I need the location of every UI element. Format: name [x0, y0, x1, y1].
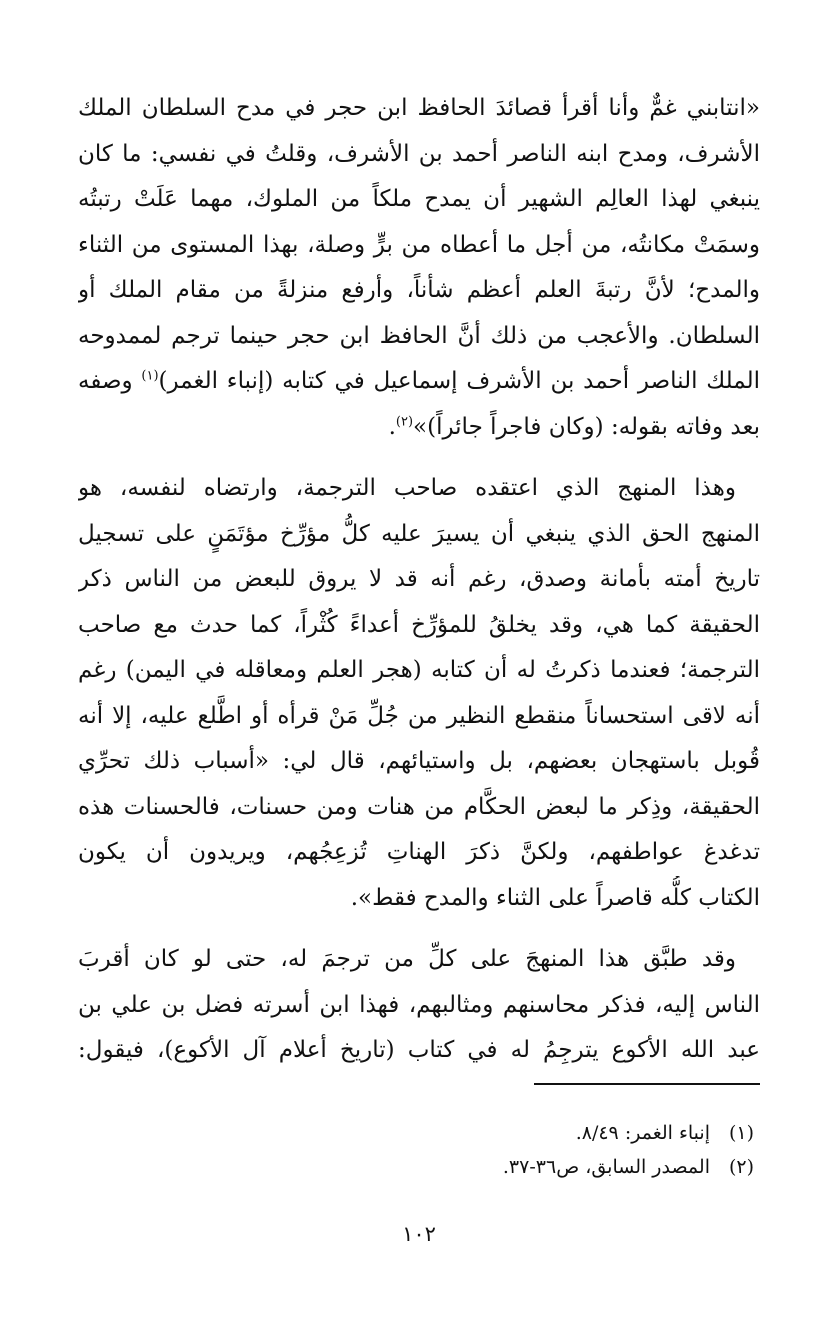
- text-line: الحقيقة، وذِكر ما لبعض الحكَّام من هنات ومن حسنات، فالحسنات هذه: [78, 793, 760, 820]
- text-line: [78, 405, 760, 451]
- text-run: .: [388, 413, 396, 440]
- text-line: السلطان. والأعجب من ذلك أنَّ الحافظ ابن حجر حينما ترجم لممدوحه: [78, 322, 760, 349]
- footnote-separator: [534, 1083, 760, 1085]
- paragraph-gap: [78, 450, 760, 466]
- text-run: الملك الناصر أحمد بن الأشرف إسماعيل في كتابه (إنباء الغمر): [158, 368, 760, 394]
- text-line: عبد الله الأكوع يترجِمُ له في كتاب (تاريخ أعلام آل الأكوع)، فيقول:: [78, 1037, 760, 1063]
- paragraph-1: [78, 86, 760, 450]
- text-line: وسمَتْ مكانتُه، من أجل ما أعطاه من برٍّ وصلة، بهذا المستوى من الثناء: [78, 231, 760, 258]
- text-line: تاريخ أمته بأمانة وصدق، رغم أنه قد لا يروق للبعض من الناس ذكر: [78, 566, 760, 592]
- text-run: وصفه: [78, 368, 142, 394]
- text-line: ينبغي لهذا العالِم الشهير أن يمدح ملكاً من الملوك، مهما عَلَتْ رتبتُه: [78, 186, 760, 212]
- footnote-number: (١): [728, 1122, 754, 1144]
- text-line: وهذا المنهج الذي اعتقده صاحب الترجمة، وارتضاه لنفسه، هو: [78, 475, 736, 501]
- paragraph-2: [78, 466, 760, 921]
- text-line: [78, 359, 760, 405]
- footnote-1: [78, 1116, 754, 1150]
- text-line: الكتاب كلُّه قاصراً على الثناء والمدح فقط».: [350, 884, 760, 911]
- text-line: «انتابني غمٌّ وأنا أقرأ قصائدَ الحافظ ابن حجر في مدح السلطان الملك: [78, 95, 760, 121]
- footnote-number: (٢): [728, 1156, 754, 1178]
- text-line: والمدح؛ لأنَّ رتبةَ العلم أعظم شأناً، وأرفع منزلةً من مقام الملك أو: [78, 277, 760, 303]
- text-line: قُوبل باستهجان بعضهم، بل واستيائهم، قال لي: «أسباب ذلك تحرِّي: [78, 748, 760, 774]
- text-line: الأشرف، ومدح ابنه الناصر أحمد بن الأشرف، وقلتُ في نفسي: ما كان: [78, 140, 760, 167]
- footnote-text: إنباء الغمر: ٨/٤٩.: [575, 1122, 710, 1144]
- text-line: وقد طبَّق هذا المنهجَ على كلِّ من ترجمَ له، حتى لو كان أقربَ: [78, 946, 736, 972]
- footnote-text: المصدر السابق، ص٣٦-٣٧.: [502, 1156, 710, 1178]
- footnote-marker-2: (٢): [395, 413, 414, 429]
- footnotes: [78, 1116, 754, 1184]
- main-text: [78, 86, 760, 1074]
- footnote-2: [78, 1150, 754, 1184]
- text-line: أنه لاقى استحساناً منقطع النظير من جُلِّ مَنْ قرأه أو اطَّلع عليه، إلا أنه: [78, 702, 760, 729]
- text-line: الحقيقة كما هي، وقد يخلقُ للمؤرِّخ أعداءً كُثْراً، كما حدث مع صاحب: [78, 611, 760, 638]
- text-line: المنهج الحق الذي ينبغي أن يسيرَ عليه كلُّ مؤرِّخ مؤتَمَنٍ على تسجيل: [78, 520, 760, 547]
- text-run: بعد وفاته بقوله: (وكان فاجراً جائراً)»: [413, 413, 760, 440]
- text-line: الترجمة؛ فعندما ذكرتُ له أن كتابه (هجر العلم ومعاقله في اليمن) رغم: [78, 657, 760, 683]
- page-number: ١٠٢: [402, 1222, 436, 1246]
- paragraph-3: [78, 937, 760, 1074]
- text-line: الناس إليه، فذكر محاسنهم ومثالبهم، فهذا ابن أسرته فضل بن علي بن: [78, 991, 760, 1018]
- text-line: تدغدغ عواطفهم، ولكنَّ ذكرَ الهناتِ تُزعِجُهم، ويريدون أن يكون: [78, 839, 760, 865]
- footnote-marker-1: (١): [141, 368, 159, 384]
- paragraph-gap: [78, 921, 760, 937]
